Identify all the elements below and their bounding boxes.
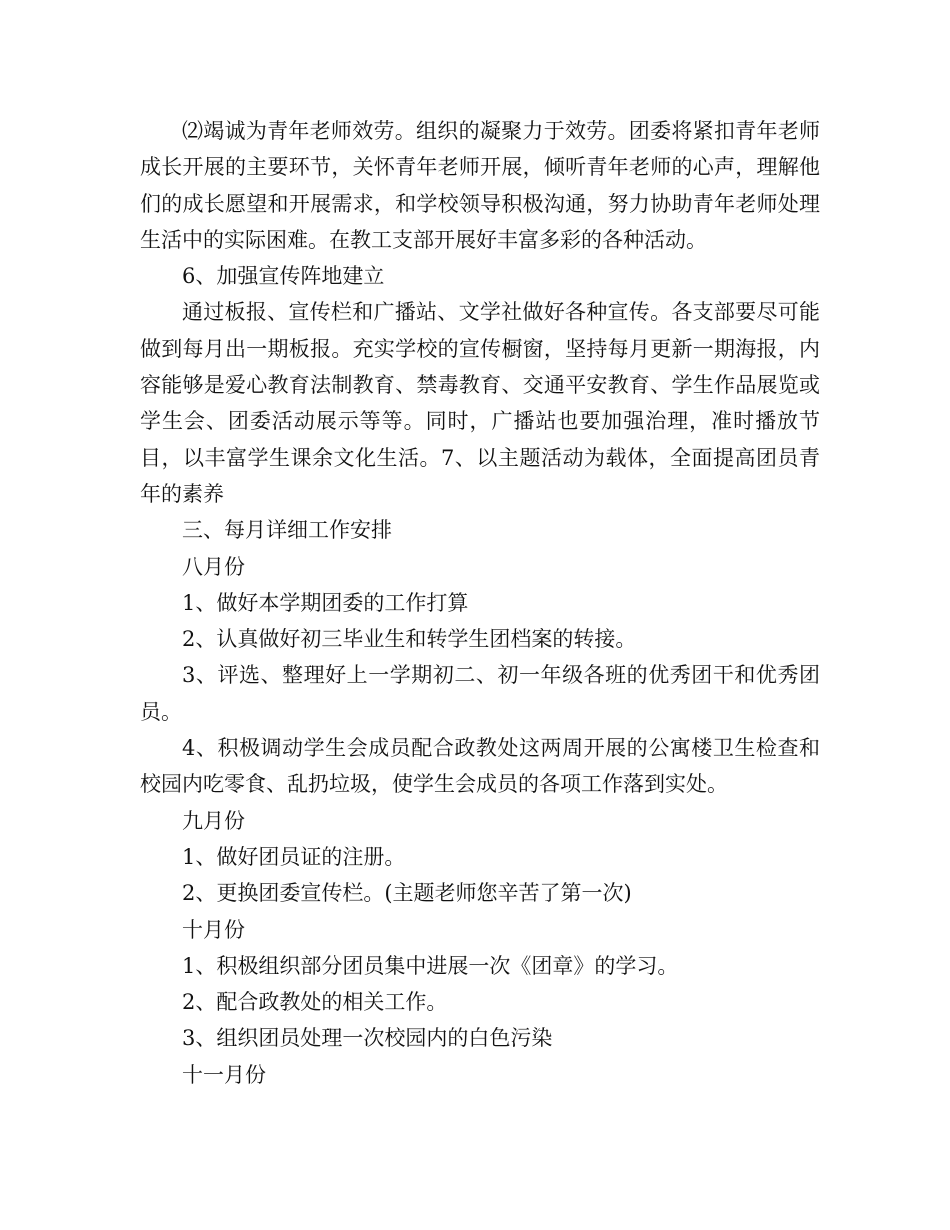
list-item-october-2: 2、配合政教处的相关工作。: [182, 990, 448, 1015]
heading-monthly-schedule: 三、每月详细工作安排: [182, 518, 392, 543]
document-body: [140, 113, 820, 1093]
heading-november: 十一月份: [182, 1062, 266, 1087]
heading-october: 十月份: [182, 917, 245, 942]
paragraph-youth-teacher-service: ⑵竭诚为青年老师效劳。组织的凝聚力于效劳。团委将紧扣青年老师成长开展的主要环节，关怀青年老师开展，倾听青年老师的心声，理解他们的成长愿望和开展需求，和学校领导积极沟通，努力协助青年老师处理生活中的实际困难。在教工支部开展好丰富多彩的各种活动。: [140, 119, 820, 252]
paragraph-publicity-work: 通过板报、宣传栏和广播站、文学社做好各种宣传。各支部要尽可能做到每月出一期板报。充实学校的宣传橱窗，坚持每月更新一期海报，内容能够是爱心教育法制教育、禁毒教育、交通平安教育、学生作品展览或学生会、团委活动展示等等。同时，广播站也要加强治理，准时播放节目，以丰富学生课余文化生活。7、以主题活动为载体，全面提高团员青年的素养: [140, 300, 820, 506]
list-item-september-2: 2、更换团委宣传栏。(主题老师您辛苦了第一次): [182, 881, 632, 906]
list-item-october-1: 1、积极组织部分团员集中进展一次《团章》的学习。: [182, 953, 679, 978]
heading-september: 九月份: [182, 808, 245, 833]
list-item-august-1: 1、做好本学期团委的工作打算: [182, 590, 469, 615]
list-item-october-3: 3、组织团员处理一次校园内的白色污染: [182, 1026, 553, 1051]
heading-publicity-construction: 6、加强宣传阵地建立: [182, 264, 385, 289]
list-item-august-3: 3、评选、整理好上一学期初二、初一年级各班的优秀团干和优秀团员。: [140, 663, 820, 724]
list-item-august-2: 2、认真做好初三毕业生和转学生团档案的转接。: [182, 627, 637, 652]
list-item-september-1: 1、做好团员证的注册。: [182, 844, 406, 869]
heading-august: 八月份: [182, 554, 245, 579]
list-item-august-4: 4、积极调动学生会成员配合政教处这两周开展的公寓楼卫生检查和校园内吃零食、乱扔垃圾，使学生会成员的各项工作落到实处。: [140, 736, 820, 797]
